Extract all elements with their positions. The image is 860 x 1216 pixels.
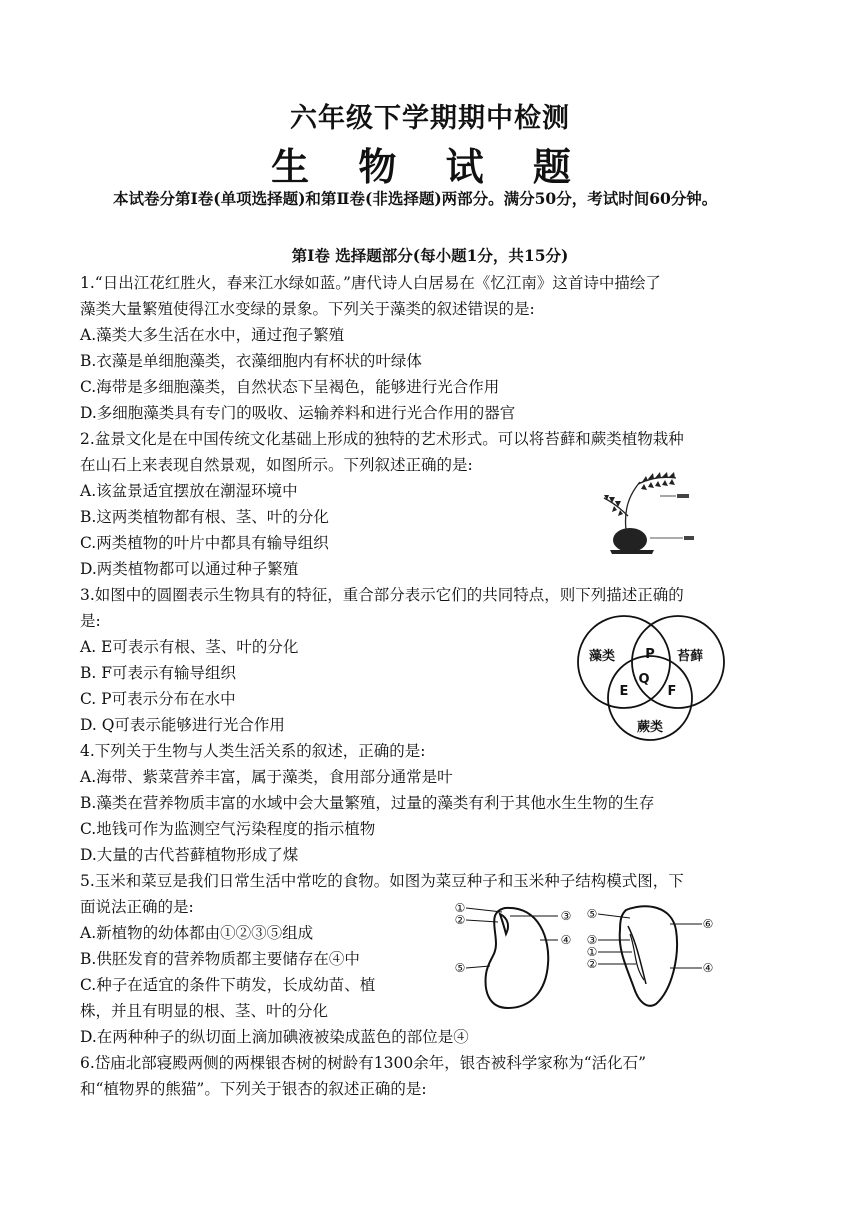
- question-2-option-b: B.这两类植物都有根、茎、叶的分化: [80, 508, 329, 526]
- exam-instructions: 本试卷分第Ⅰ卷(单项选择题)和第Ⅱ卷(非选择题)两部分。满分50分，考试时间60分钟。: [113, 189, 718, 208]
- question-1-stem-line2: 藻类大量繁殖使得江水变绿的景象。下列关于藻类的叙述错误的是:: [80, 300, 535, 318]
- venn-label-fern: 蕨类: [636, 720, 664, 735]
- question-3-option-b: B. F可表示有输导组织: [80, 664, 236, 682]
- bean-label-4: ④: [560, 933, 572, 947]
- corn-label-1: ①: [586, 945, 598, 959]
- question-4-option-c: C.地钱可作为监测空气污染程度的指示植物: [80, 820, 376, 838]
- question-5-option-a: A.新植物的幼体都由①②③⑤组成: [80, 924, 314, 942]
- question-5-stem-line1: 5.玉米和菜豆是我们日常生活中常吃的食物。如图为菜豆种子和玉米种子结构模式图，下: [80, 872, 684, 890]
- question-2-option-c: C.两类植物的叶片中都具有输导组织: [80, 534, 329, 552]
- corn-label-5: ⑤: [586, 907, 598, 921]
- question-4-option-b: B.藻类在营养物质丰富的水域中会大量繁殖，过量的藻类有利于其他水生生物的生存: [80, 794, 655, 812]
- venn-label-algae: 藻类: [588, 649, 616, 664]
- question-1-option-b: B.衣藻是单细胞藻类，衣藻细胞内有杯状的叶绿体: [80, 352, 422, 370]
- venn-diagram: [568, 612, 728, 742]
- exam-title: 六年级下学期期中检测: [290, 103, 570, 134]
- bean-seed-outline: [486, 908, 549, 1008]
- venn-label-q: Q: [638, 672, 650, 687]
- question-3-option-a: A. E可表示有根、茎、叶的分化: [80, 638, 299, 656]
- question-6-stem-line1: 6.岱庙北部寝殿两侧的两棵银杏树的树龄有1300余年，银杏被科学家称为“活化石”: [80, 1054, 647, 1072]
- section-title: 第Ⅰ卷 选择题部分(每小题1分，共15分): [291, 246, 569, 265]
- bean-label-2: ②: [454, 913, 466, 927]
- bean-label-5: ⑤: [454, 961, 466, 975]
- question-2-option-d: D.两类植物都可以通过种子繁殖: [80, 560, 299, 578]
- exam-subtitle: 生 物 试 题: [271, 144, 589, 189]
- venn-label-moss: 苔藓: [676, 649, 704, 664]
- question-6-stem-line2: 和“植物界的熊猫”。下列关于银杏的叙述正确的是:: [80, 1080, 427, 1098]
- venn-label-e: E: [619, 684, 629, 699]
- seed-structure-figure: [450, 900, 720, 1012]
- corn-label-6: ⑥: [702, 917, 714, 931]
- corn-seed-outline: [620, 906, 677, 1006]
- question-5-option-c-line2: 株，并且有明显的根、茎、叶的分化: [80, 1002, 329, 1020]
- question-1-option-d: D.多细胞藻类具有专门的吸收、运输养料和进行光合作用的器官: [80, 404, 516, 422]
- question-5-stem-line2: 面说法正确的是:: [80, 898, 194, 916]
- question-4-stem: 4.下列关于生物与人类生活关系的叙述，正确的是:: [80, 742, 426, 760]
- question-2-option-a: A.该盆景适宜摆放在潮湿环境中: [80, 482, 298, 500]
- question-5-option-d: D.在两种种子的纵切面上滴加碘液被染成蓝色的部位是④: [80, 1028, 469, 1046]
- question-3-option-c: C. P可表示分布在水中: [80, 690, 236, 708]
- question-1-stem-line1: 1.“日出江花红胜火，春来江水绿如蓝。”唐代诗人白居易在《忆江南》这首诗中描绘了: [80, 274, 661, 292]
- question-3-stem-line1: 3.如图中的圆圈表示生物具有的特征，重合部分表示它们的共同特点，则下列描述正确的: [80, 586, 684, 604]
- question-1-option-c: C.海带是多细胞藻类，自然状态下呈褐色，能够进行光合作用: [80, 378, 500, 396]
- question-4-option-d: D.大量的古代苔藓植物形成了煤: [80, 846, 299, 864]
- venn-label-f: F: [667, 684, 677, 699]
- corn-label-4: ④: [702, 961, 714, 975]
- question-5-option-b: B.供胚发育的营养物质都主要储存在④中: [80, 950, 360, 968]
- bean-embryo: [500, 914, 508, 934]
- venn-label-p: P: [645, 647, 655, 662]
- question-2-stem-line1: 2.盆景文化是在中国传统文化基础上形成的独特的艺术形式。可以将苔藓和蕨类植物栽种: [80, 430, 684, 448]
- question-3-option-d: D. Q可表示能够进行光合作用: [80, 716, 285, 734]
- question-4-option-a: A.海带、紫菜营养丰富，属于藻类，食用部分通常是叶: [80, 768, 453, 786]
- bonsai-figure: [598, 466, 698, 560]
- question-5-option-c-line1: C.种子在适宜的条件下萌发，长成幼苗、植: [80, 976, 376, 994]
- question-2-stem-line2: 在山石上来表现自然景观，如图所示。下列叙述正确的是:: [80, 456, 473, 474]
- bean-label-3: ③: [560, 909, 572, 923]
- corn-label-3: ③: [586, 933, 598, 947]
- question-3-stem-line2: 是:: [80, 612, 101, 630]
- bean-label-1: ①: [454, 901, 466, 915]
- corn-label-2: ②: [586, 957, 598, 971]
- question-1-option-a: A.藻类大多生活在水中，通过孢子繁殖: [80, 326, 345, 344]
